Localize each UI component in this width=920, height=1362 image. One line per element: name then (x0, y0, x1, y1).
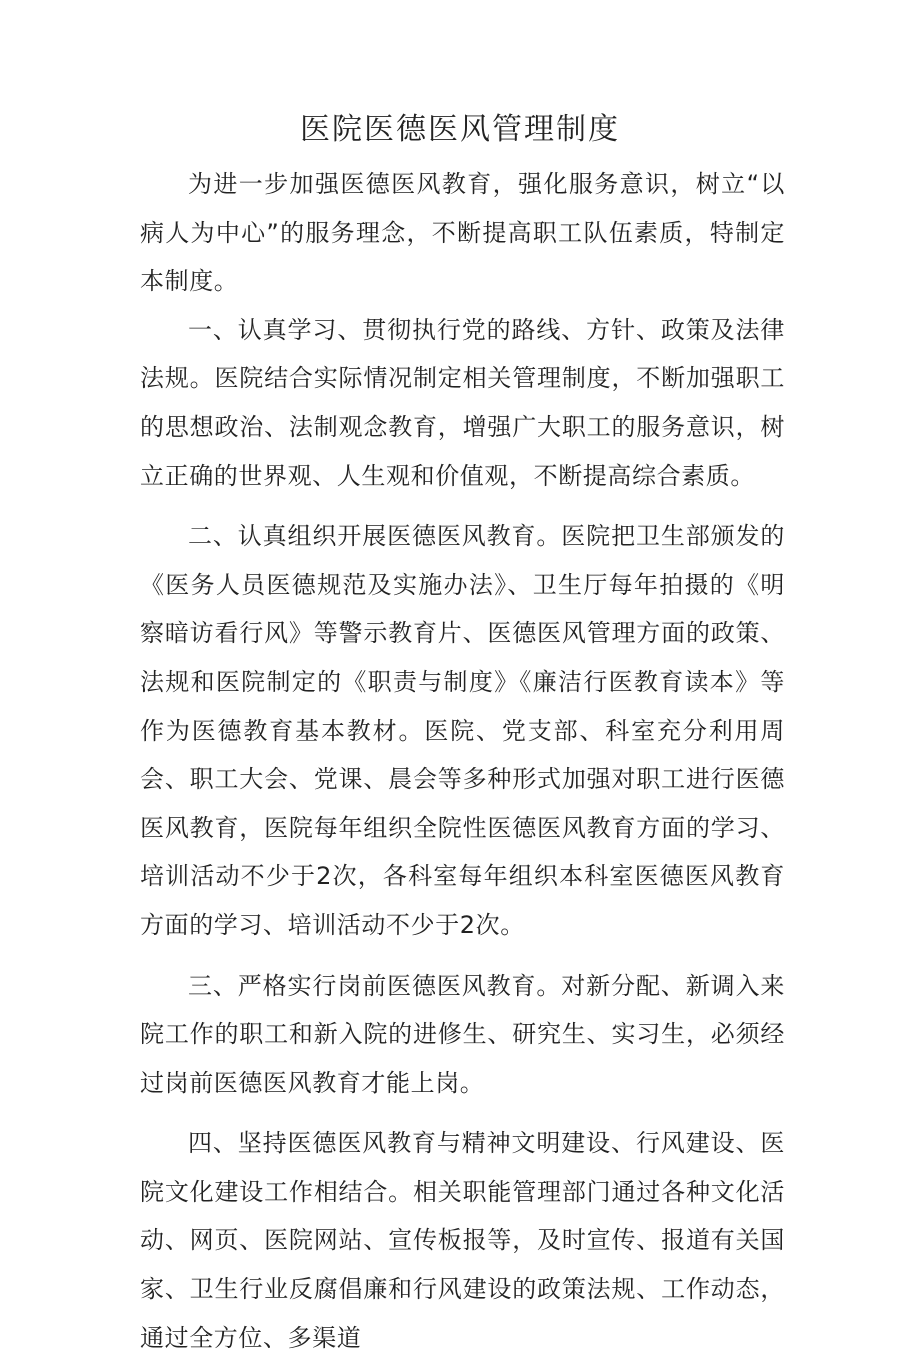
paragraph-section-2: 二、认真组织开展医德医风教育。医院把卫生部颁发的《医务人员医德规范及实施办法》、卫生厅每年拍摄的《明察暗访看行风》等警示教育片、医德医风管理方面的政策、法规和医院制定的《职责与制度》《廉洁行医教育读本》等作为医德教育基本教材。医院、党支部、科室充分利用周会、职工大会、党课、晨会等多种形式加强对职工进行医德医风教育，医院每年组织全院性医德医风教育方面的学习、培训活动不少于2次，各科室每年组织本科室医德医风教育方面的学习、培训活动不少于2次。 (140, 522, 785, 939)
paragraph-section-1: 一、认真学习、贯彻执行党的路线、方针、政策及法律法规。医院结合实际情况制定相关管理制度，不断加强职工的思想政治、法制观念教育，增强广大职工的服务意识，树立正确的世界观、人生观和价值观，不断提高综合素质。 (140, 315, 785, 490)
paragraph-section-4: 四、坚持医德医风教育与精神文明建设、行风建设、医院文化建设工作相结合。相关职能管理部门通过各种文化活动、网页、医院网站、宣传板报等，及时宣传、报道有关国家、卫生行业反腐倡廉和行风建设的政策法规、工作动态，通过全方位、多渠道 (140, 1129, 785, 1352)
paragraph-section-3: 三、严格实行岗前医德医风教育。对新分配、新调入来院工作的职工和新入院的进修生、研究生、实习生，必须经过岗前医德医风教育才能上岗。 (140, 971, 785, 1097)
document-body (140, 160, 785, 1362)
document-title: 医院医德医风管理制度 (300, 112, 620, 147)
paragraph-intro: 为进一步加强医德医风教育，强化服务意识，树立“以病人为中心”的服务理念，不断提高职工队伍素质，特制定本制度。 (140, 170, 785, 296)
